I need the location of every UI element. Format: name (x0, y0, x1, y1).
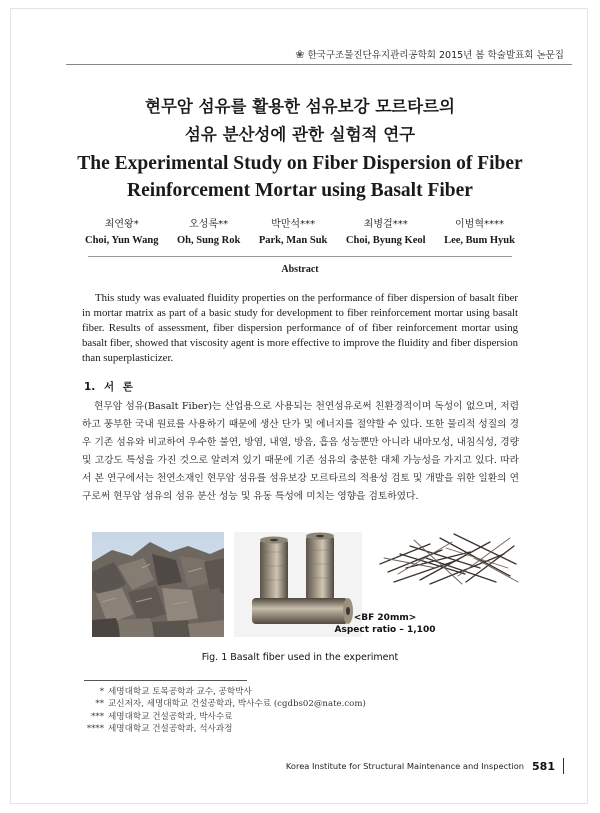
author-korean-name: 이범혁**** (455, 219, 504, 230)
footnote-item (84, 686, 404, 698)
page-number: 581 (532, 759, 555, 773)
korean-title-line-1: 현무암 섬유를 활용한 섬유보강 모르타르의 (145, 97, 455, 116)
section-heading-introduction: 1. 서 론 (84, 381, 133, 393)
footnote-mark: *** (91, 711, 104, 722)
footer-bar (563, 758, 564, 774)
korean-title (0, 93, 600, 149)
author-english-name: Lee, Bum Hyuk (444, 235, 515, 246)
aspect-ratio-label: Aspect ratio – 1,100 (334, 625, 436, 635)
author-1 (85, 217, 158, 248)
footnote-text: 세명대학교 건설공학과, 석사과정 (108, 724, 233, 735)
author-korean-name: 오성록** (189, 219, 229, 230)
english-title-line-2: Reinforcement Mortar using Basalt Fiber (127, 180, 473, 201)
author-3 (259, 217, 328, 248)
flower-icon: ❀ (295, 48, 305, 61)
header-divider (66, 64, 572, 65)
author-english-name: Oh, Sung Rok (176, 235, 241, 246)
footnote-item (84, 711, 404, 723)
footnote-mark: ** (95, 699, 104, 710)
author-english-name: Choi, Byung Keol (345, 235, 426, 246)
author-korean-name: 박만석*** (271, 219, 316, 230)
footer-organization: Korea Institute for Structural Maintenance and Inspection (285, 761, 525, 771)
footnotes (84, 686, 404, 736)
footnote-item (84, 723, 404, 735)
author-2 (177, 217, 240, 248)
author-english-name: Choi, Yun Wang (85, 235, 159, 246)
author-4 (346, 217, 426, 248)
footnote-text: 교신저자, 세명대학교 건설공학과, 박사수료 (cgdbs02@nate.com) (108, 699, 366, 710)
footnote-mark: **** (86, 724, 104, 735)
fiber-spec-label (330, 612, 440, 636)
footnote-item (84, 698, 404, 710)
author-5 (444, 217, 515, 248)
footnote-mark: * (99, 687, 104, 697)
english-title-line-1: The Experimental Study on Fiber Dispersion of Fiber (77, 153, 523, 174)
introduction-paragraph: 현무암 섬유(Basalt Fiber)는 산업용으로 사용되는 천연섬유로써 친환경적이며 독성이 없으며, 저렴하고 풍부한 국내 원료를 사용하기 때문에 생산 단가 및 에너지를 절약할 수 있다. 또한 물리적 성질의 경우 기존 섬유와 비교하여 우수한 불연, 방염, 내열, 방음, 흡음 성능뿐만 아니라 내마모성, 내침식성, 경량 및 고강도 특성을 가진 것으로 알려져 있기 때문에 기존 섬유의 충분한 대체 가능성을 가지고 있다. 따라서 본 연구에서는 천연소재인 현무암 섬유를 섬유보강 모르타르의 적용성 검토 및 개발을 위한 일환의 연구로써 현무암 섬유의 섬유 분산 성능 및 유동 특성에 미치는 영향을 검토하였다. (82, 401, 519, 502)
page-footer (286, 758, 564, 774)
english-title (0, 150, 600, 204)
footnote-text: 세명대학교 건설공학과, 박사수료 (108, 711, 233, 722)
author-korean-name: 최병걸*** (363, 219, 408, 230)
fiber-length-label: <BF 20mm> (353, 613, 417, 623)
authors-divider (88, 256, 512, 257)
footnote-divider (84, 680, 247, 681)
author-list (85, 217, 515, 248)
abstract-heading: Abstract (281, 264, 319, 275)
footnote-text: 세명대학교 토목공학과 교수, 공학박사 (108, 687, 252, 697)
author-korean-name: 최연왕* (104, 219, 139, 230)
running-header (0, 47, 564, 61)
author-english-name: Park, Man Suk (258, 235, 328, 246)
korean-title-line-2: 섬유 분산성에 관한 실험적 연구 (184, 125, 416, 144)
figure-1 (84, 524, 524, 644)
running-title: 한국구조물진단유지관리공학회 2015년 봄 학술발표회 논문집 (307, 50, 564, 61)
abstract-text: This study was evaluated fluidity properties on the performance of fiber dispersion of basalt fiber in mortar matrix as part of a basic study for development to fiber reinforcement mortar using basalt fiber. Results of assessment, fiber dispersion performance of of fiber reinforcement mortar using basalt fiber, showed that viscosity agent is more effective to improve the fluidity and fiber dispersion than superplasticizer. (82, 292, 518, 364)
figure-caption: Fig. 1 Basalt fiber used in the experiment (201, 652, 399, 663)
basalt-rock-photo (92, 532, 224, 637)
